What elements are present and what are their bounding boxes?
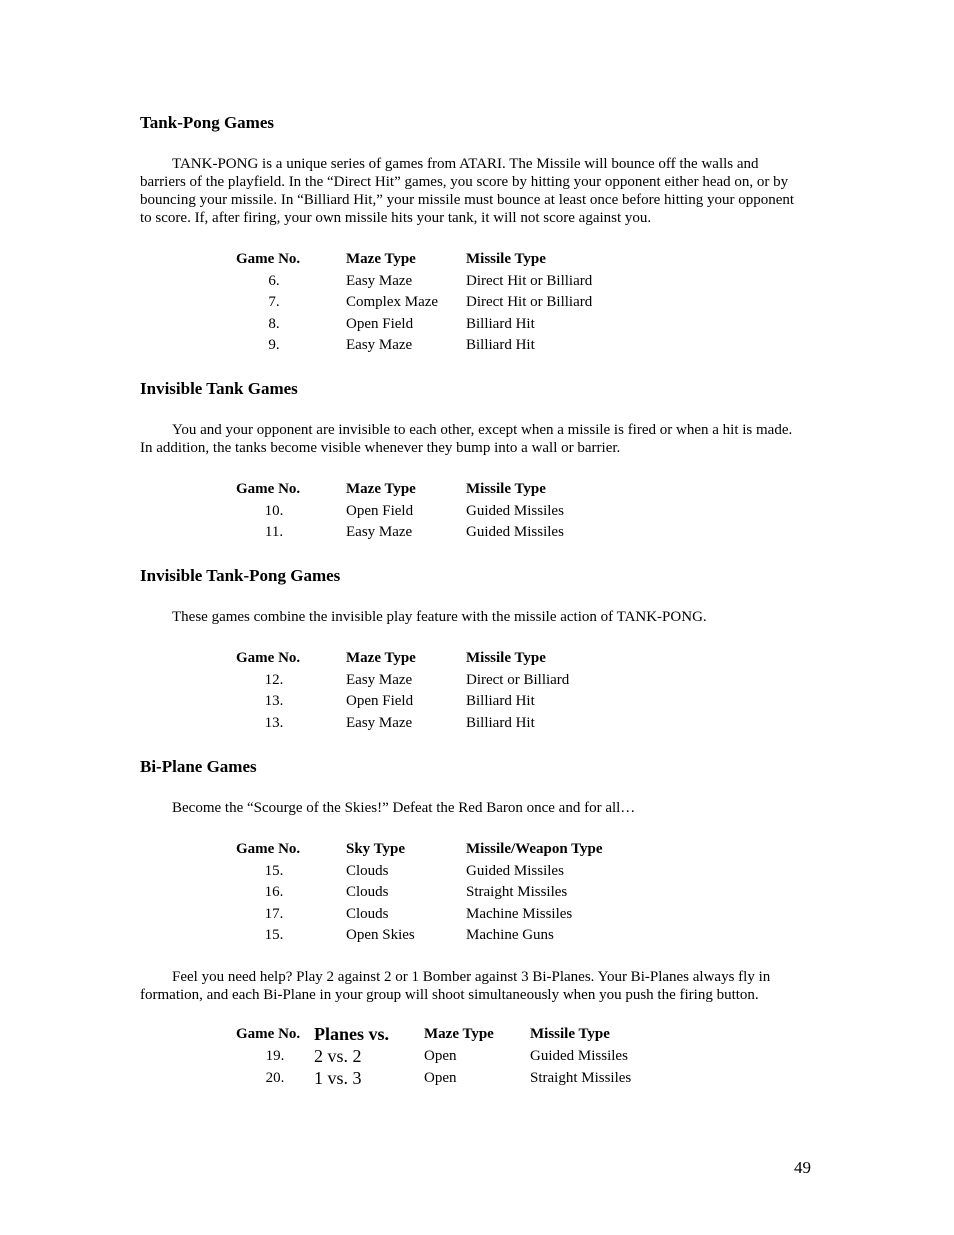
section-paragraph-bi-plane: Become the “Scourge of the Skies!” Defeat the Red Baron once and for all… [172,800,636,816]
maze-type: Easy Maze [346,714,413,731]
game-number: 9. [268,337,280,354]
game-number: 19. [265,1047,285,1064]
game-number: 16. [264,884,284,901]
planes-vs: 2 vs. 2 [314,1045,362,1066]
table-row [236,522,666,544]
missile-type: Guided Missiles [466,524,564,541]
table-row [236,1067,690,1089]
weapon-type: Machine Guns [466,927,554,944]
game-number: 15. [264,862,284,879]
table-row [236,670,666,692]
weapon-type: Guided Missiles [466,862,564,879]
table-row [236,861,666,883]
col-header-game-no: Game No. [236,650,301,667]
sky-type: Clouds [346,905,389,922]
maze-type: Open [424,1069,457,1086]
table-row [236,925,666,947]
missile-type: Direct Hit or Billiard [466,294,593,311]
sky-type: Open Skies [346,927,415,944]
missile-type: Direct or Billiard [466,671,570,688]
page-number: 49 [794,1158,811,1177]
section-heading-bi-plane: Bi-Plane Games [140,757,257,776]
section-paragraph-invisible-tank: You and your opponent are invisible to each other, except when a missile is fired or when a hit is made. In addition, the tanks become visible whenever they bump into a wall or barrier. [140,422,793,456]
table-row [236,713,666,735]
maze-type: Open Field [346,693,414,710]
game-number: 20. [265,1069,285,1086]
missile-type: Straight Missiles [530,1069,632,1086]
game-number: 7. [268,294,280,311]
maze-type: Open Field [346,315,414,332]
col-header-missile-type: Missile Type [466,251,546,268]
col-header-weapon-type: Missile/Weapon Type [466,841,603,858]
final-paragraph: Feel you need help? Play 2 against 2 or 1 Bomber against 3 Bi-Planes. Your Bi-Planes always fly in formation, and each Bi-Plane in your group will shoot simultaneously when you push the firing button. [140,969,771,1003]
maze-type: Easy Maze [346,524,413,541]
missile-type: Billiard Hit [466,315,535,332]
col-header-missile-type: Missile Type [466,481,546,498]
weapon-type: Straight Missiles [466,884,568,901]
table-row [236,882,666,904]
missile-type: Guided Missiles [530,1047,628,1064]
table-row [236,292,666,314]
maze-type: Complex Maze [346,294,439,311]
col-header-planes-vs: Planes vs. [314,1024,390,1044]
missile-type: Guided Missiles [466,502,564,519]
game-number: 10. [264,502,284,519]
table-row [236,314,666,336]
maze-type: Open [424,1047,457,1064]
game-table-bi-plane [236,839,666,947]
col-header-game-no: Game No. [236,251,301,268]
table-row [236,1045,690,1067]
maze-type: Easy Maze [346,272,413,289]
col-header-game-no: Game No. [236,1026,301,1042]
sky-type: Clouds [346,862,389,879]
section-heading-invisible-tank-pong: Invisible Tank-Pong Games [140,566,341,585]
maze-type: Open Field [346,502,414,519]
missile-type: Billiard Hit [466,714,535,731]
game-table-team-play [236,1024,690,1089]
table-row [236,904,666,926]
table-row [236,271,666,293]
col-header-game-no: Game No. [236,841,301,858]
game-number: 15. [264,927,284,944]
col-header-missile-type: Missile Type [530,1026,610,1042]
col-header-maze-type: Maze Type [346,650,416,667]
sky-type: Clouds [346,884,389,901]
maze-type: Easy Maze [346,671,413,688]
col-header-sky-type: Sky Type [346,841,406,858]
section-paragraph-invisible-tank-pong: These games combine the invisible play feature with the missile action of TANK-PONG. [172,609,707,625]
missile-type: Direct Hit or Billiard [466,272,593,289]
col-header-missile-type: Missile Type [466,650,546,667]
game-table-invisible-tank-pong [236,648,666,734]
weapon-type: Machine Missiles [466,905,573,922]
game-number: 8. [268,315,280,332]
col-header-game-no: Game No. [236,481,301,498]
game-number: 12. [264,671,284,688]
table-row [236,501,666,523]
table-row [236,335,666,357]
table-row [236,691,666,713]
maze-type: Easy Maze [346,337,413,354]
section-heading-tank-pong: Tank-Pong Games [140,113,274,132]
missile-type: Billiard Hit [466,693,535,710]
game-number: 13. [264,714,284,731]
col-header-maze-type: Maze Type [346,251,416,268]
col-header-maze-type: Maze Type [424,1026,494,1042]
section-paragraph-tank-pong: TANK-PONG is a unique series of games from ATARI. The Missile will bounce off the walls and barriers of the playfield. In the “Direct Hit” games, you score by hitting your opponent either head on, or by bouncing your missile. In “Billiard Hit,” your missile must bounce at least once before hitting your opponent to score. If, after firing, your own missile hits your tank, it will not score against you. [140,156,795,226]
planes-vs: 1 vs. 3 [314,1067,362,1088]
game-table-invisible-tank [236,479,666,544]
game-number: 11. [264,524,284,541]
game-table-tank-pong [236,249,666,357]
missile-type: Billiard Hit [466,337,535,354]
game-number: 17. [264,905,284,922]
game-number: 13. [264,693,284,710]
game-number: 6. [268,272,280,289]
section-heading-invisible-tank: Invisible Tank Games [140,379,298,398]
col-header-maze-type: Maze Type [346,481,416,498]
